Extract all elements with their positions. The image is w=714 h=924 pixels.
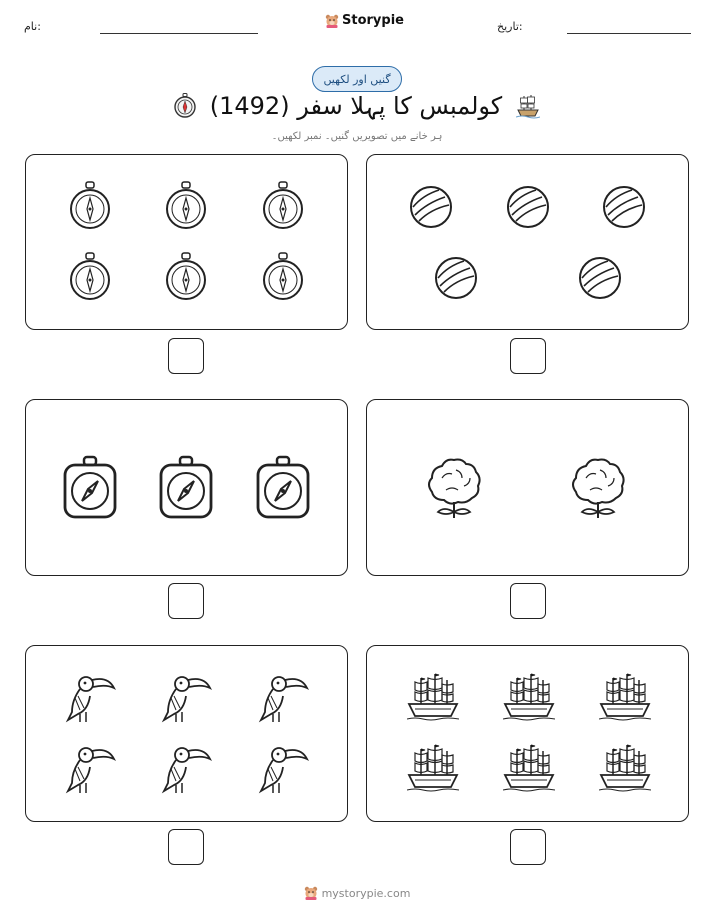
ship-icon [503, 672, 555, 722]
pocket-compass-icon [261, 252, 305, 302]
swirl-ball-icon [602, 185, 646, 229]
ship-icon [599, 672, 651, 722]
answer-box-balls[interactable] [510, 338, 546, 374]
pocket-compass-icon [164, 181, 208, 231]
pocket-compass-icon [68, 252, 112, 302]
footer [0, 886, 714, 900]
toucan-icon [64, 743, 116, 795]
brand-logo [325, 13, 404, 28]
flower-icon [426, 456, 482, 520]
compass-icon [174, 93, 196, 119]
bear-logo-icon [304, 886, 318, 900]
count-panel-compasses [25, 154, 348, 330]
square-compass-icon [255, 455, 311, 521]
count-panel-ships [366, 645, 689, 822]
bear-logo-icon [325, 14, 339, 28]
toucan-icon [257, 743, 309, 795]
pocket-compass-icon [261, 181, 305, 231]
toucan-icon [64, 672, 116, 724]
swirl-ball-icon [434, 256, 478, 300]
footer-url[interactable]: mystorypie.com [321, 886, 411, 900]
answer-box-compasses[interactable] [168, 338, 204, 374]
count-panel-toucans [25, 645, 348, 822]
swirl-ball-icon [506, 185, 550, 229]
date-line [567, 33, 691, 34]
toucan-icon [257, 672, 309, 724]
brand-name: Storypie [342, 13, 404, 28]
page-title [0, 92, 714, 120]
toucan-icon [160, 672, 212, 724]
ship-icon [503, 743, 555, 793]
swirl-ball-icon [409, 185, 453, 229]
ship-icon [516, 93, 540, 119]
count-panel-flowers [366, 399, 689, 576]
date-label: تاریخ: [497, 20, 523, 33]
instruction-pill: گنیں اور لکھیں [312, 66, 402, 92]
name-line [100, 33, 258, 34]
square-compass-icon [62, 455, 118, 521]
pocket-compass-icon [164, 252, 208, 302]
square-compass-icon [158, 455, 214, 521]
name-label: نام: [24, 20, 41, 33]
ship-icon [407, 672, 459, 722]
count-panel-balls [366, 154, 689, 330]
flower-icon [570, 456, 626, 520]
answer-box-ships[interactable] [510, 829, 546, 865]
toucan-icon [160, 743, 212, 795]
count-panel-square-compasses [25, 399, 348, 576]
pocket-compass-icon [68, 181, 112, 231]
answer-box-toucans[interactable] [168, 829, 204, 865]
answer-box-flowers[interactable] [510, 583, 546, 619]
subtitle: ہر خانے میں تصویریں گنیں۔ نمبر لکھیں۔ [271, 131, 443, 142]
ship-icon [599, 743, 651, 793]
ship-icon [407, 743, 459, 793]
swirl-ball-icon [578, 256, 622, 300]
answer-box-square-compasses[interactable] [168, 583, 204, 619]
title-text: کولمبس کا پہلا سفر (1492) [209, 92, 503, 120]
